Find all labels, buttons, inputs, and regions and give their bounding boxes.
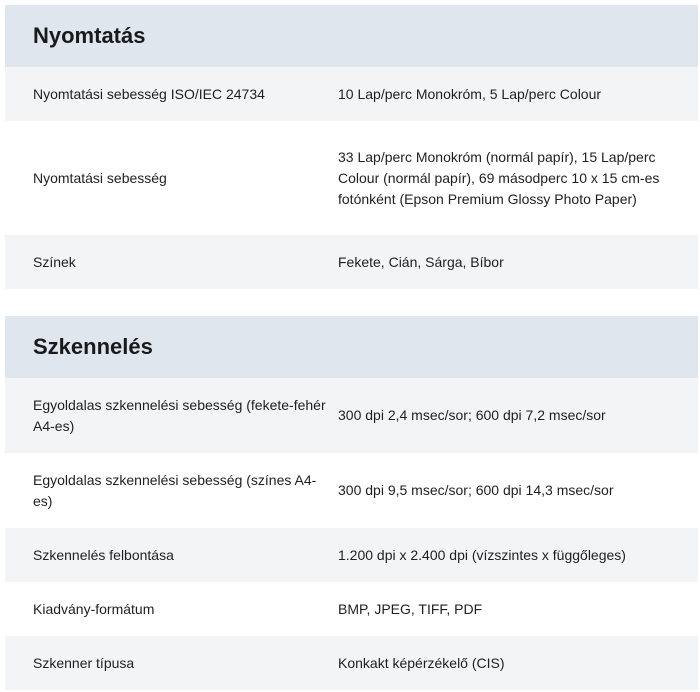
- spec-value: BMP, JPEG, TIFF, PDF: [338, 600, 483, 617]
- spec-row: [5, 235, 698, 289]
- spec-row: [5, 378, 698, 453]
- section-title: Szkennelés: [5, 316, 698, 378]
- section-nyomtatas: [5, 5, 698, 289]
- spec-label: Nyomtatási sebesség: [33, 169, 167, 186]
- spec-value: Konkakt képérzékelő (CIS): [338, 654, 505, 671]
- spec-row: [5, 453, 698, 528]
- spec-value: 300 dpi 2,4 msec/sor; 600 dpi 7,2 msec/sor: [338, 407, 606, 423]
- spec-row: [5, 121, 698, 235]
- spec-label: Színek: [33, 253, 76, 270]
- spec-label: Szkenner típusa: [33, 654, 135, 671]
- section-szkenneles: [5, 316, 698, 690]
- spec-label: Szkennelés felbontása: [33, 546, 174, 563]
- spec-row: [5, 582, 698, 636]
- spec-value: Fekete, Cián, Sárga, Bíbor: [338, 253, 504, 270]
- spec-value: 1.200 dpi x 2.400 dpi (vízszintes x függőleges): [338, 546, 626, 563]
- spec-value: 300 dpi 9,5 msec/sor; 600 dpi 14,3 msec/sor: [338, 482, 614, 498]
- spec-label: Egyoldalas szkennelési sebesség (fekete-fehér A4-es): [33, 396, 326, 434]
- section-title: Nyomtatás: [5, 5, 698, 67]
- spec-row: [5, 528, 698, 582]
- spec-value: 33 Lap/perc Monokróm (normál papír), 15 Lap/perc Colour (normál papír), 69 másodperc 10 x 15 cm-es fotónként (Epson Premium Glossy Photo Paper): [338, 148, 660, 207]
- spec-label: Nyomtatási sebesség ISO/IEC 24734: [33, 85, 265, 102]
- spec-row: [5, 67, 698, 121]
- spec-value: 10 Lap/perc Monokróm, 5 Lap/perc Colour: [338, 85, 602, 102]
- spec-label: Kiadvány-formátum: [33, 600, 155, 617]
- spec-row: [5, 636, 698, 690]
- spec-label: Egyoldalas szkennelési sebesség (színes A4-es): [33, 471, 317, 509]
